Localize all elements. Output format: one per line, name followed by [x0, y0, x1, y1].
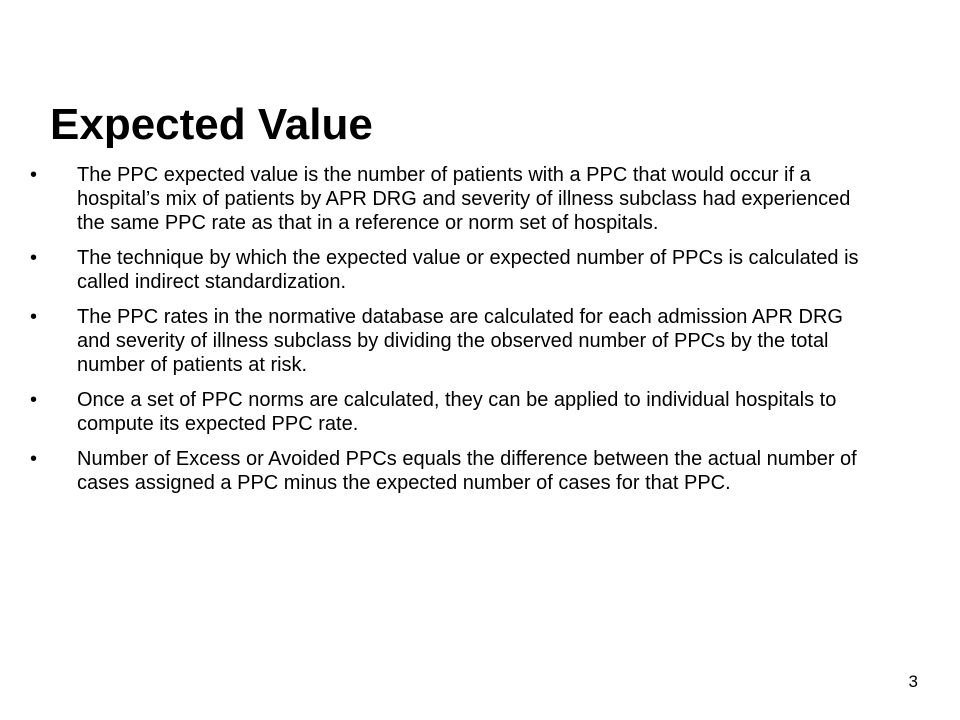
bullet-item: [30, 305, 870, 377]
slide-title: Expected Value: [50, 100, 373, 149]
bullet-text: The PPC rates in the normative database are calculated for each admission APR DRG and severity of illness subclass by dividing the observed number of PPCs by the total number of patients at risk.: [77, 306, 843, 376]
bullet-marker: •: [30, 389, 38, 411]
bullet-text: The PPC expected value is the number of patients with a PPC that would occur if a hospital’s mix of patients by APR DRG and severity of illness subclass had experienced the same PPC rate as that in a reference or norm set of hospitals.: [77, 164, 851, 234]
bullet-marker: •: [30, 247, 38, 269]
bullet-marker: •: [30, 164, 38, 186]
bullet-item: [30, 163, 870, 235]
bullet-text: The technique by which the expected value or expected number of PPCs is calculated is called indirect standardization.: [77, 247, 859, 293]
bullet-marker: •: [30, 448, 38, 470]
page-number: 3: [908, 672, 918, 691]
bullet-list: [30, 163, 870, 506]
bullet-text: Once a set of PPC norms are calculated, they can be applied to individual hospitals to compute its expected PPC rate.: [77, 389, 837, 435]
bullet-text: Number of Excess or Avoided PPCs equals the difference between the actual number of cases assigned a PPC minus the expected number of cases for that PPC.: [77, 448, 857, 494]
bullet-item: [30, 246, 870, 294]
bullet-item: [30, 388, 870, 436]
bullet-marker: •: [30, 306, 38, 328]
bullet-item: [30, 447, 870, 495]
